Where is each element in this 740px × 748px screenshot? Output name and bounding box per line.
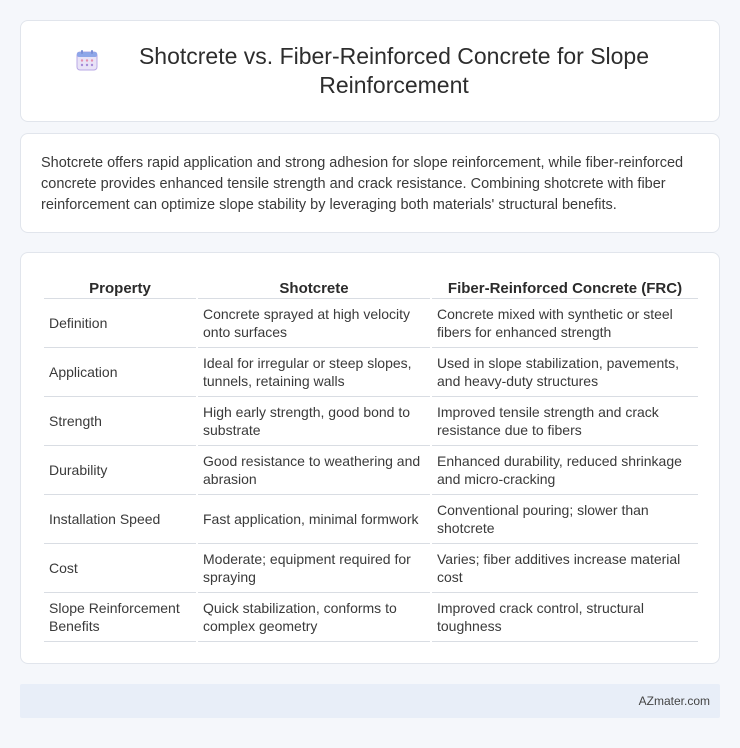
table-row — [44, 397, 698, 446]
property-cell: Application — [44, 348, 196, 397]
table-row — [44, 299, 698, 348]
shotcrete-cell: Quick stabilization, conforms to complex geometry — [198, 593, 430, 642]
table-card — [20, 252, 720, 664]
table-row — [44, 446, 698, 495]
frc-cell: Concrete mixed with synthetic or steel fibers for enhanced strength — [432, 299, 698, 348]
property-cell: Definition — [44, 299, 196, 348]
header-frc: Fiber-Reinforced Concrete (FRC) — [432, 275, 698, 299]
footer-brand[interactable]: AZmater.com — [638, 694, 710, 708]
table-row — [44, 495, 698, 544]
shotcrete-cell: Concrete sprayed at high velocity onto surfaces — [198, 299, 430, 348]
summary-card — [20, 133, 720, 233]
table-row — [44, 348, 698, 397]
frc-cell: Improved crack control, structural toughness — [432, 593, 698, 642]
property-cell: Durability — [44, 446, 196, 495]
summary-text: Shotcrete offers rapid application and strong adhesion for slope reinforcement, while fiber-reinforced concrete provides enhanced tensile strength and crack resistance. Combining shotcrete with fiber reinforcement can optimize slope stability by leveraging both materials' structural benefits. — [41, 155, 684, 213]
shotcrete-cell: Good resistance to weathering and abrasion — [198, 446, 430, 495]
comparison-table — [42, 275, 700, 642]
frc-cell: Varies; fiber additives increase material cost — [432, 544, 698, 593]
page-title: Shotcrete vs. Fiber-Reinforced Concrete for Slope Reinforcement — [138, 43, 650, 98]
shotcrete-cell: Fast application, minimal formwork — [198, 495, 430, 544]
header-property: Property — [44, 275, 196, 299]
table-row — [44, 593, 698, 642]
table-row — [44, 544, 698, 593]
frc-cell: Used in slope stabilization, pavements, and heavy-duty structures — [432, 348, 698, 397]
property-cell: Cost — [44, 544, 196, 593]
frc-cell: Enhanced durability, reduced shrinkage and micro-cracking — [432, 446, 698, 495]
calendar-icon — [76, 49, 98, 71]
title-card — [20, 20, 720, 122]
shotcrete-cell: High early strength, good bond to substrate — [198, 397, 430, 446]
shotcrete-cell: Ideal for irregular or steep slopes, tunnels, retaining walls — [198, 348, 430, 397]
property-cell: Slope Reinforcement Benefits — [44, 593, 196, 642]
title-wrap — [76, 42, 664, 100]
footer-bar — [20, 684, 720, 718]
property-cell: Installation Speed — [44, 495, 196, 544]
frc-cell: Improved tensile strength and crack resistance due to fibers — [432, 397, 698, 446]
shotcrete-cell: Moderate; equipment required for spraying — [198, 544, 430, 593]
property-cell: Strength — [44, 397, 196, 446]
table-header-row — [44, 275, 698, 299]
header-shotcrete: Shotcrete — [198, 275, 430, 299]
frc-cell: Conventional pouring; slower than shotcrete — [432, 495, 698, 544]
